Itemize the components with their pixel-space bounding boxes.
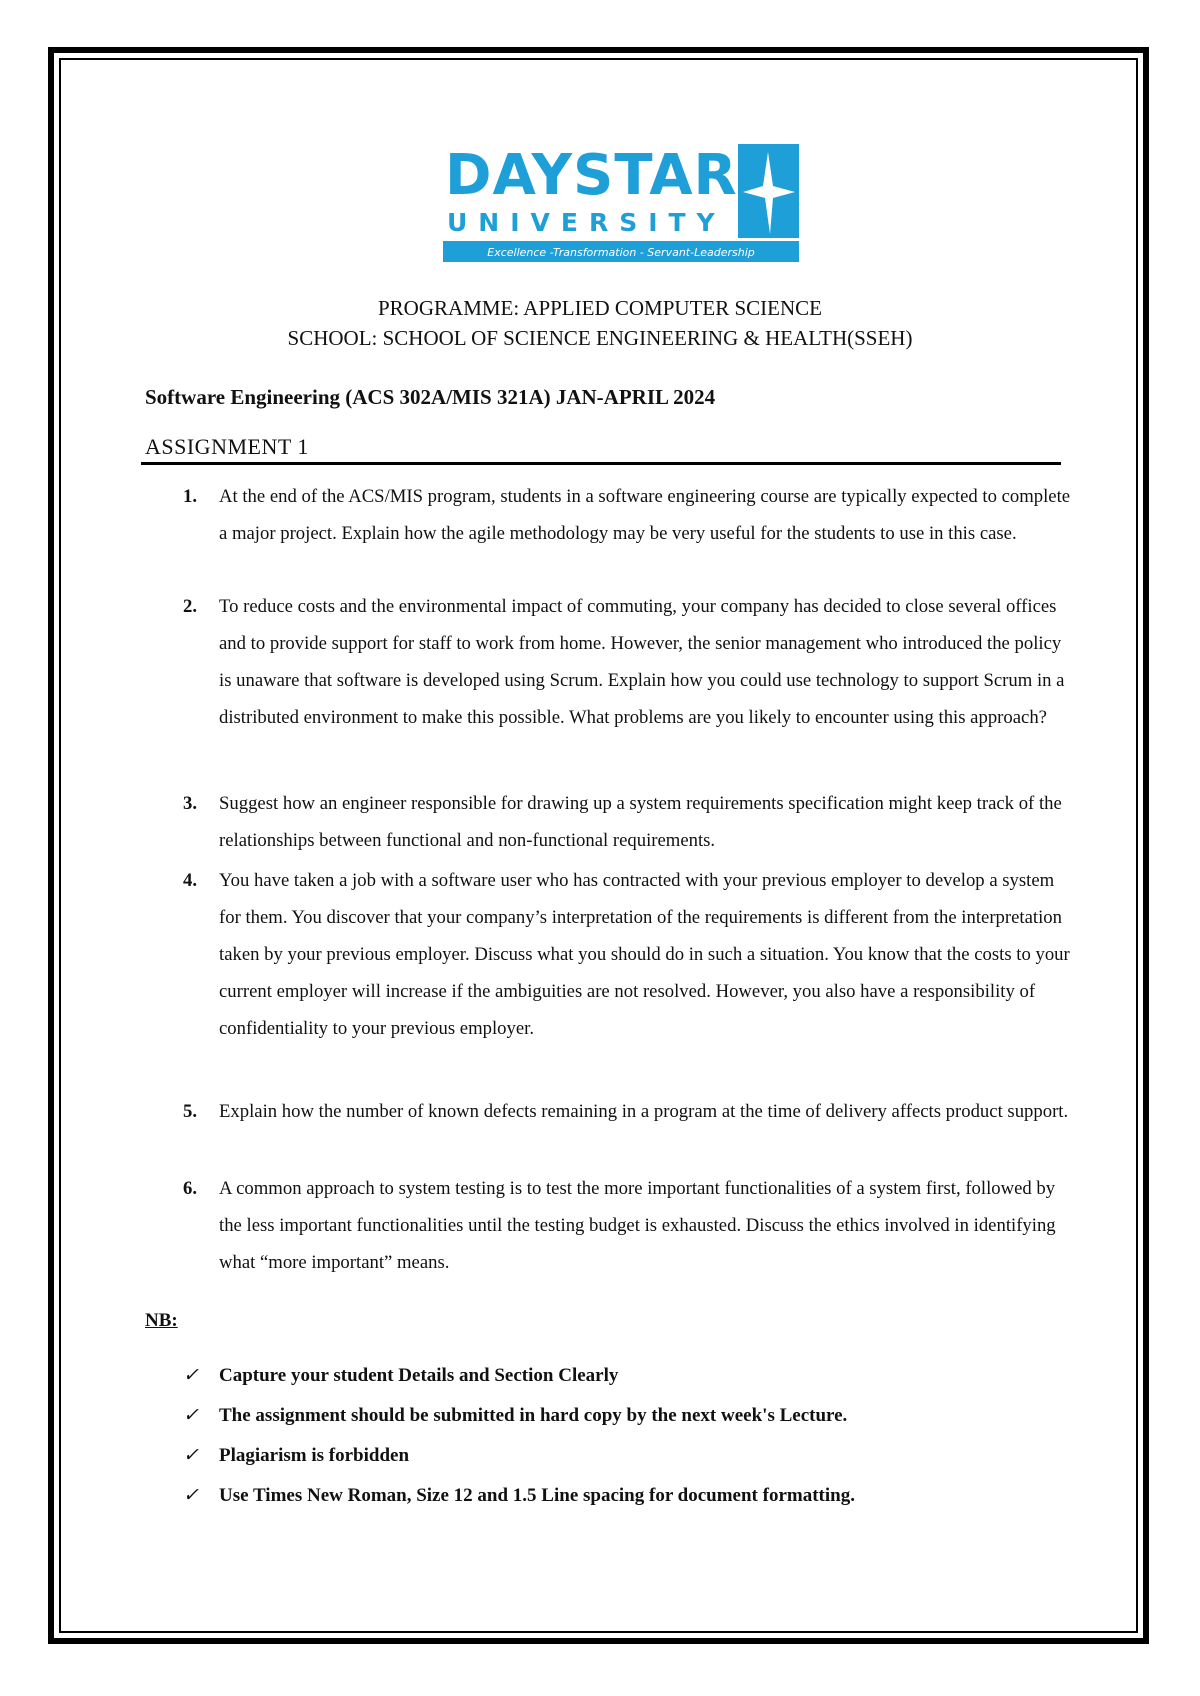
checkmark-icon: ✓ (183, 1365, 199, 1386)
nb-label: NB: (145, 1310, 178, 1331)
question-text: A common approach to system testing is to test the more important functionalities of a system first, followed by the less important functionalities until the testing budget is exhausted. Discuss the ethics involved in identifying what “more important” means. (219, 1178, 1056, 1273)
question-number: 5. (183, 1101, 198, 1122)
note-item (183, 1396, 855, 1436)
school-heading: SCHOOL: SCHOOL OF SCIENCE ENGINEERING & HEALTH(SSEH) (287, 326, 913, 350)
question-text: To reduce costs and the environmental impact of commuting, your company has decided to close several offices and to provide support for staff to work from home. However, the senior management who introduced the policy is unaware that software is developed using Scrum. Explain how you could use technology to support Scrum in a distributed environment to make this possible. What problems are you likely to encounter using this approach? (219, 596, 1065, 728)
checkmark-icon: ✓ (183, 1485, 199, 1506)
checkmark-icon: ✓ (183, 1405, 199, 1426)
question-4 (183, 862, 1073, 1047)
question-number: 3. (183, 793, 198, 814)
question-1 (183, 478, 1073, 552)
programme-heading: PROGRAMME: APPLIED COMPUTER SCIENCE (378, 296, 822, 320)
notes-list (183, 1356, 855, 1516)
question-text: Suggest how an engineer responsible for drawing up a system requirements specification might keep track of the relationships between functional and non-functional requirements. (219, 793, 1062, 851)
question-3 (183, 785, 1073, 859)
note-item (183, 1356, 855, 1396)
note-text: Capture your student Details and Section Clearly (219, 1365, 619, 1386)
note-text: Plagiarism is forbidden (219, 1445, 410, 1466)
svg-text:Excellence -Transformation - S: Excellence -Transformation - Servant-Leadership (487, 246, 755, 259)
assignment-title: ASSIGNMENT 1 (145, 434, 309, 459)
title-underline (141, 462, 1061, 465)
question-text: Explain how the number of known defects remaining in a program at the time of delivery affects product support. (219, 1101, 1069, 1122)
course-title: Software Engineering (ACS 302A/MIS 321A) JAN-APRIL 2024 (145, 385, 716, 409)
note-item (183, 1476, 855, 1516)
question-number: 6. (183, 1178, 198, 1199)
question-number: 1. (183, 486, 198, 507)
note-text: Use Times New Roman, Size 12 and 1.5 Line spacing for document formatting. (219, 1485, 855, 1506)
question-6 (183, 1170, 1073, 1281)
note-text: The assignment should be submitted in hard copy by the next week's Lecture. (219, 1405, 848, 1426)
note-item (183, 1436, 855, 1476)
question-2 (183, 588, 1073, 736)
question-5 (183, 1093, 1073, 1130)
daystar-university-logo (443, 144, 799, 262)
question-text: At the end of the ACS/MIS program, students in a software engineering course are typically expected to complete a major project. Explain how the agile methodology may be very useful for the students to use in this case. (219, 486, 1071, 544)
svg-text:UNIVERSITY: UNIVERSITY (447, 208, 726, 237)
question-number: 4. (183, 870, 198, 891)
checkmark-icon: ✓ (183, 1445, 199, 1466)
question-text: You have taken a job with a software user who has contracted with your previous employer to develop a system for them. You discover that your company’s interpretation of the requirements is different from the interpretation taken by your previous employer. Discuss what you should do in such a situation. You know that the costs to your current employer will increase if the ambiguities are not resolved. However, you also have a responsibility of confidentiality to your previous employer. (219, 870, 1070, 1039)
question-number: 2. (183, 596, 198, 617)
svg-text:DAYSTAR: DAYSTAR (445, 144, 738, 208)
